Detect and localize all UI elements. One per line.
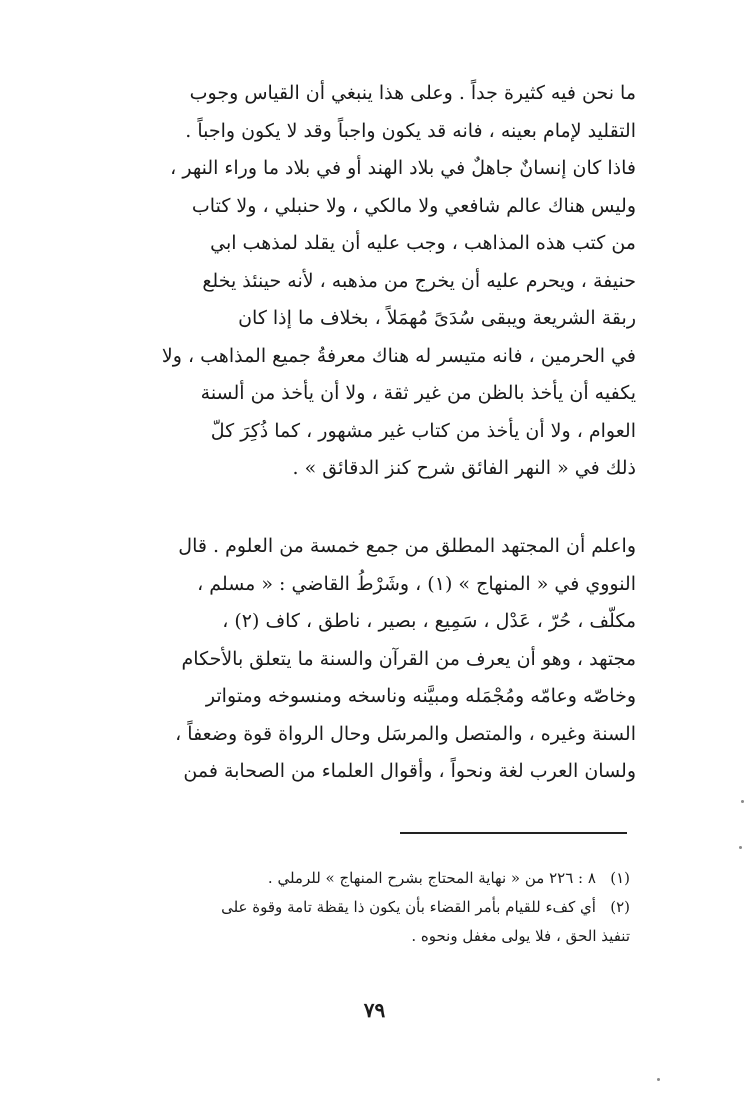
footnote-1 bbox=[100, 864, 630, 893]
paragraph-line: وليس هناك عالم شافعي ولا مالكي ، ولا حنبلي ، ولا كتاب bbox=[191, 194, 636, 217]
page-number: ٧٩ bbox=[363, 998, 386, 1022]
scan-speck bbox=[741, 800, 744, 803]
footnote-2-continuation: تنفيذ الحق ، فلا يولى مغفل ونحوه . bbox=[411, 927, 630, 945]
paragraph-1 bbox=[80, 75, 636, 488]
paragraph-line: مكلّف ، حُرّ ، عَدْل ، سَمِيع ، بصير ، ناطق ، كاف (٢) ، bbox=[222, 610, 636, 632]
paragraph-line: ذلك في « النهر الفائق شرح كنز الدقائق » . bbox=[292, 457, 636, 479]
footnote-marker: (١) bbox=[610, 869, 630, 887]
footnotes bbox=[100, 864, 630, 951]
footnote-divider bbox=[400, 832, 627, 834]
paragraph-line: ربقة الشريعة ويبقى سُدَىً مُهمَلاً ، بخلاف ما إذا كان bbox=[238, 307, 636, 329]
paragraph-line: العوام ، ولا أن يأخذ من كتاب غير مشهور ، كما ذُكِرَ كلّ bbox=[210, 419, 636, 442]
paragraph-line: من كتب هذه المذاهب ، وجب عليه أن يقلد لمذهب ابي bbox=[210, 232, 636, 254]
paragraph-line: ما نحن فيه كثيرة جداً . وعلى هذا ينبغي أن القياس وجوب bbox=[189, 82, 636, 104]
paragraph-line: وخاصّه وعامّه ومُجْمَله ومبيَّنه وناسخه ومنسوخه ومتواتر bbox=[205, 685, 636, 707]
paragraph-2 bbox=[80, 528, 636, 791]
paragraph-line: يكفيه أن يأخذ بالظن من غير ثقة ، ولا أن يأخذ من ألسنة bbox=[200, 382, 636, 404]
paragraph-line: واعلم أن المجتهد المطلق من جمع خمسة من العلوم . قال bbox=[178, 535, 636, 557]
scan-speck bbox=[657, 1078, 660, 1081]
paragraph-line: النووي في « المنهاج » (١) ، وشَرْطُ القاضي : « مسلم ، bbox=[197, 572, 636, 595]
paragraph-line: حنيفة ، ويحرم عليه أن يخرج من مذهبه ، لأنه حينئذ يخلع bbox=[202, 269, 636, 292]
paragraph-line: التقليد لإمام بعينه ، فانه قد يكون واجباً وقد لا يكون واجباً . bbox=[185, 119, 636, 142]
paragraph-line: مجتهد ، وهو أن يعرف من القرآن والسنة ما يتعلق بالأحكام bbox=[181, 647, 636, 670]
footnote-2 bbox=[100, 893, 630, 922]
footnote-marker: (٢) bbox=[610, 898, 630, 916]
footnote-text: ٨ : ٢٢٦ من « نهاية المحتاج بشرح المنهاج » للرملي . bbox=[267, 869, 596, 887]
paragraph-line: ولسان العرب لغة ونحواً ، وأقوال العلماء من الصحابة فمن bbox=[183, 760, 636, 782]
footnote-text: أي كفء للقيام بأمر القضاء بأن يكون ذا يقظة تامة وقوة على bbox=[221, 898, 596, 916]
paragraph-line: السنة وغيره ، والمتصل والمرسَل وحال الرواة قوة وضعفاً ، bbox=[175, 722, 636, 745]
paragraph-line: فاذا كان إنسانٌ جاهلٌ في بلاد الهند أو في بلاد ما وراء النهر ، bbox=[170, 157, 636, 179]
paragraph-line: في الحرمين ، فانه متيسر له هناك معرفةُ جميع المذاهب ، ولا bbox=[161, 344, 636, 367]
scan-speck bbox=[739, 846, 742, 849]
